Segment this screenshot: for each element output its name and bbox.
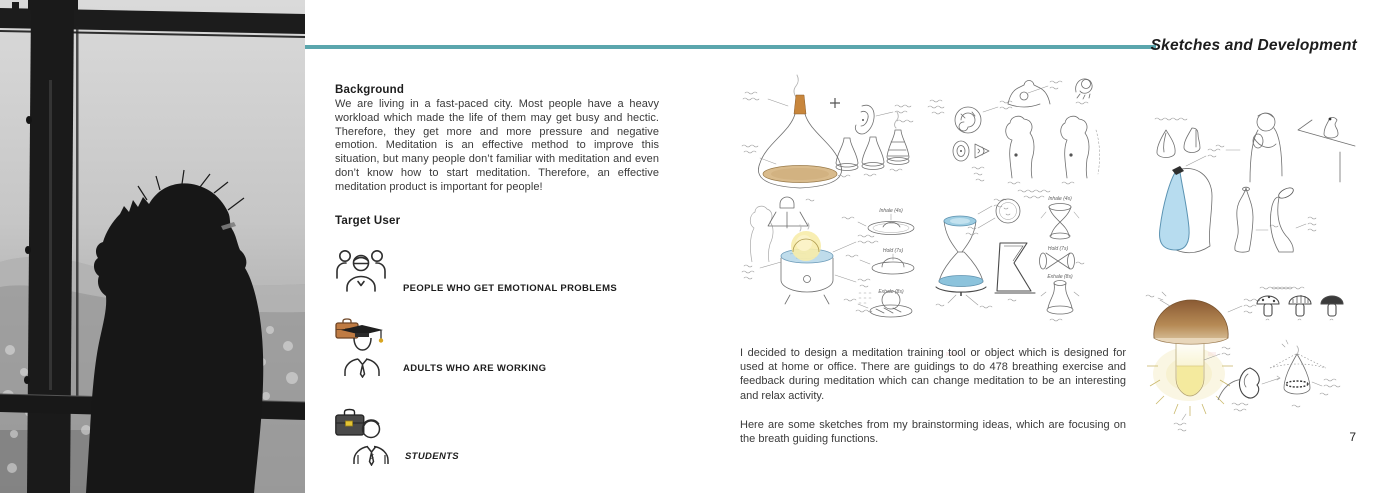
disc-label-exhale: Exhale (8s) <box>878 289 904 295</box>
sketch-mushroom-variants <box>1257 287 1343 320</box>
target-user-item-working-adults <box>335 316 659 383</box>
sketch-breath-detector <box>1218 340 1340 411</box>
background-paragraph: We are living in a fast-paced city. Most people have a heavy workload which made the life of them may get busy and hectic. Therefore, they get more and more pressure and negative emotion. Meditation is an effective method to improve this situation, but many people don’t familiar with meditation and even don’t know how to start meditation. Therefore, an effective meditation product is important for people! <box>335 98 659 193</box>
sketch-ear-module <box>855 105 913 134</box>
page-title: Sketches and Development <box>1150 37 1357 54</box>
sketch-wearable-speaker <box>928 100 1012 181</box>
target-user-label: PEOPLE WHO GET EMOTIONAL PROBLEMS <box>403 282 618 294</box>
working-adult-icon <box>335 316 387 383</box>
target-user-label: STUDENTS <box>405 450 459 462</box>
photo-art <box>0 0 305 493</box>
disc-label-inhale: Inhale (4s) <box>879 208 903 214</box>
people-group-icon <box>335 244 387 303</box>
study-label-hold: Hold (7s) <box>1047 246 1069 252</box>
target-user-heading: Target User <box>335 214 401 227</box>
silhouette-photo <box>0 0 305 493</box>
sketch-body-profiles <box>1006 79 1100 198</box>
page-number: 7 <box>1349 430 1356 444</box>
sketch-pitcher-inhaler <box>1155 118 1220 253</box>
design-statement <box>740 346 1126 446</box>
study-label-inhale: Inhale (4s) <box>1048 196 1072 202</box>
sketch-breathing-discs <box>842 208 914 317</box>
sketch-hanging-diffuser <box>742 75 842 188</box>
intro-column <box>335 84 659 471</box>
sketch-mushroom-lamp <box>1146 292 1260 431</box>
study-label-exhale: Exhale (8s) <box>1047 274 1073 280</box>
sketch-figure-using-inhaler <box>1216 113 1355 289</box>
disc-label-hold: Hold (7s) <box>882 248 904 254</box>
sketch-humidifier-lamp <box>742 197 878 312</box>
student-icon <box>335 402 389 471</box>
target-user-label: ADULTS WHO ARE WORKING <box>403 362 547 374</box>
background-heading: Background <box>335 84 405 96</box>
design-paragraph-1: I decided to design a meditation training tool or object which is designed for used at home or office. There are guidings to do 478 breathing exercise and feedback during meditation which can change meditation to be an interesting and relax activity. <box>740 347 1126 402</box>
sketch-hourglass-blue <box>936 199 1006 308</box>
sketch-hourglass-studies <box>966 196 1084 321</box>
design-paragraph-2: Here are some sketches from my brainstorming ideas, which are focusing on the breath guiding functions. <box>740 418 1126 446</box>
sketch-mini-diffusers <box>836 112 909 177</box>
header-rule <box>305 45 1156 49</box>
target-user-item-students <box>335 402 659 471</box>
target-user-item-emotional <box>335 244 659 303</box>
